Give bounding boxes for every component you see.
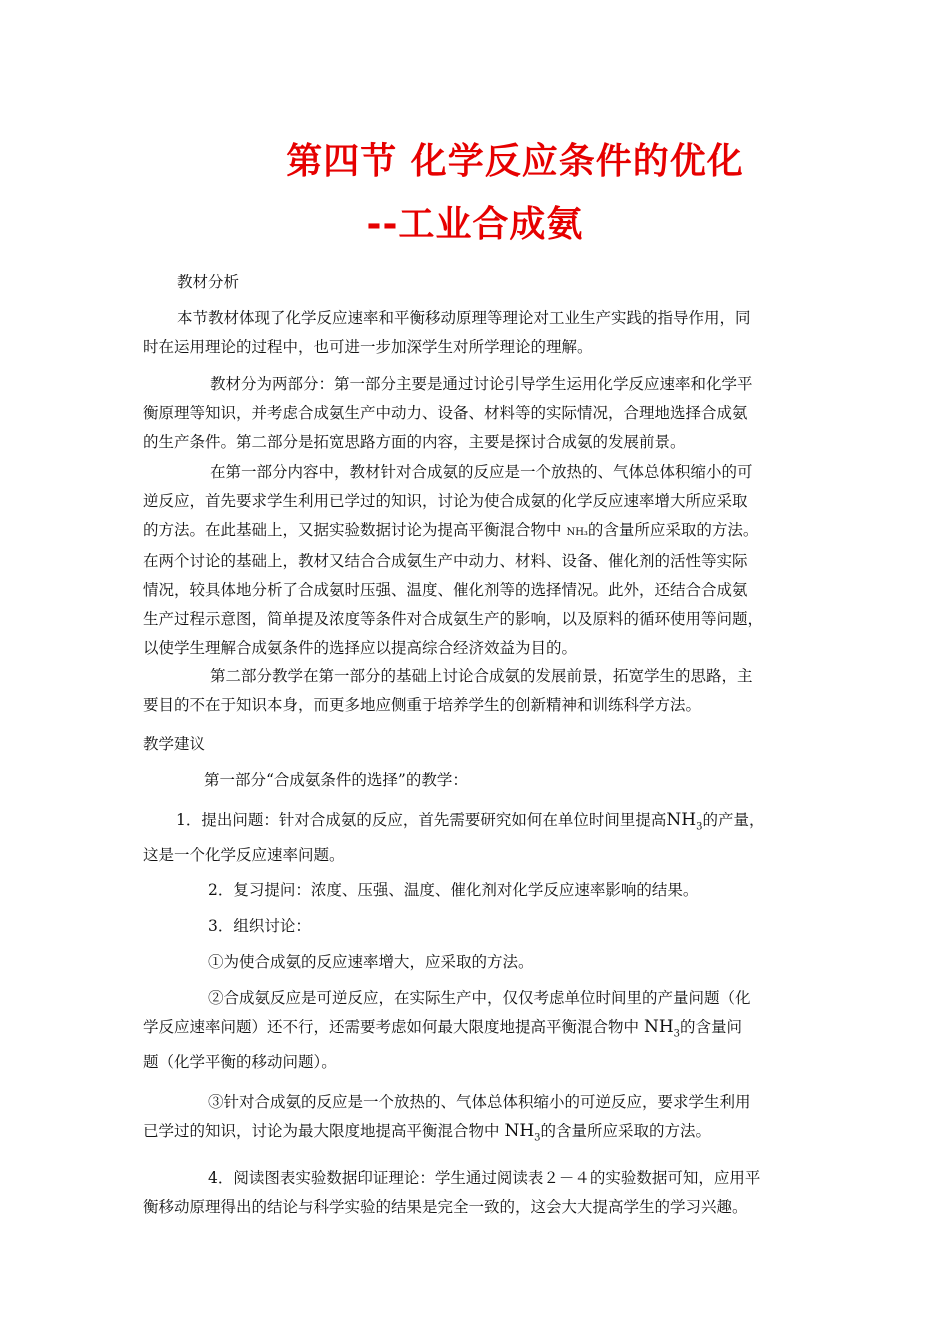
page-title: 第四节 化学反应条件的优化 xyxy=(286,141,744,182)
text-segment: 已学过的知识，讨论为最大限度地提高平衡混合物中 xyxy=(143,1122,505,1140)
chemical-formula-nh3 xyxy=(643,1017,681,1040)
text-line: 在第一部分内容中，教材针对合成氨的反应是一个放热的、气体总体积缩小的可 xyxy=(210,463,753,481)
item-4 xyxy=(143,1164,803,1222)
text-line: 第二部分教学在第一部分的基础上讨论合成氨的发展前景，拓宽学生的思路，主 xyxy=(210,667,753,685)
text-line: ③针对合成氨的反应是一个放热的、气体总体积缩小的可逆反应，要求学生利用 xyxy=(208,1093,751,1111)
text-line: 逆反应，首先要求学生利用已学过的知识，讨论为使合成氨的化学反应速率增大所应采取 xyxy=(143,492,748,510)
formula-text: NH xyxy=(643,1017,674,1037)
formula-subscript: 3 xyxy=(534,1132,541,1144)
text-line: 的生产条件。第二部分是拓宽思路方面的内容，主要是探讨合成氨的发展前景。 xyxy=(143,433,686,451)
section-heading-analysis: 教材分析 xyxy=(177,273,240,291)
discussion-point-1: ①为使合成氨的反应速率增大，应采取的方法。 xyxy=(208,953,534,971)
item-3: 3．组织讨论： xyxy=(208,917,311,935)
chemical-formula-nh3: NH₃ xyxy=(566,527,588,538)
text-line xyxy=(143,1117,803,1152)
text-line xyxy=(143,516,803,547)
text-line: ②合成氨反应是可逆反应，在实际生产中，仅仅考虑单位时间里的产量问题（化 xyxy=(208,989,751,1007)
formula-text: NH xyxy=(666,810,697,830)
formula-subscript: 3 xyxy=(696,821,703,833)
text-line: 以使学生理解合成氨条件的选择应以提高综合经济效益为目的。 xyxy=(143,639,578,657)
item-1 xyxy=(143,806,803,870)
page-subtitle: --工业合成氨 xyxy=(366,204,584,245)
text-segment: 的产量， xyxy=(702,811,765,829)
text-segment: 1．提出问题：针对合成氨的反应，首先需要研究如何在单位时间里提高 xyxy=(176,811,667,829)
paragraph-4 xyxy=(143,662,803,720)
text-line: 4．阅读图表实验数据印证理论：学生通过阅读表２－４的实验数据可知，应用平 xyxy=(208,1169,761,1187)
text-line: 要目的不在于知识本身，而更多地应侧重于培养学生的创新精神和训练科学方法。 xyxy=(143,696,702,714)
section-heading-suggestions: 教学建议 xyxy=(143,735,206,753)
section-intro: 第一部分“合成氨条件的选择”的教学： xyxy=(204,771,468,789)
text-line: 生产过程示意图，简单提及浓度等条件对合成氨生产的影响，以及原料的循环使用等问题， xyxy=(143,610,764,628)
text-line: 题（化学平衡的移动问题）。 xyxy=(143,1053,337,1072)
chemical-formula-nh3 xyxy=(504,1121,541,1144)
text-segment: 的方法。在此基础上，又据实验数据讨论为提高平衡混合物中 xyxy=(143,521,567,539)
text-line: 衡原理等知识，并考虑合成氨生产中动力、设备、材料等的实际情况，合理地选择合成氨 xyxy=(143,404,748,422)
text-segment: 的含量问 xyxy=(680,1018,743,1036)
text-line: 教材分为两部分：第一部分主要是通过讨论引导学生运用化学反应速率和化学平 xyxy=(210,375,753,393)
text-segment: 学反应速率问题）还不行，还需要考虑如何最大限度地提高平衡混合物中 xyxy=(143,1018,644,1036)
discussion-point-2 xyxy=(143,984,803,1077)
paragraph-1 xyxy=(143,304,803,362)
discussion-point-3 xyxy=(143,1088,803,1152)
text-line xyxy=(143,806,803,841)
text-segment: 的含量所应采取的方法。 xyxy=(587,521,759,539)
paragraph-3 xyxy=(143,458,803,663)
item-2: 2．复习提问：浓度、压强、温度、催化剂对化学反应速率影响的结果。 xyxy=(208,881,699,899)
paragraph-2 xyxy=(143,370,803,457)
text-line: 衡移动原理得出的结论与科学实验的结果是完全一致的，这会大大提高学生的学习兴趣。 xyxy=(143,1198,748,1216)
text-line: 本节教材体现了化学反应速率和平衡移动原理等理论对工业生产实践的指导作用，同 xyxy=(177,309,751,327)
formula-subscript: 3 xyxy=(673,1028,681,1040)
text-segment: 的含量所应采取的方法。 xyxy=(540,1122,712,1140)
text-line xyxy=(143,1013,803,1048)
text-line: 在两个讨论的基础上，教材又结合合成氨生产中动力、材料、设备、催化剂的活性等实际 xyxy=(143,552,748,570)
chemical-formula-nh3 xyxy=(666,810,703,833)
formula-text: NH xyxy=(504,1121,535,1141)
text-line: 情况，较具体地分析了合成氨时压强、温度、催化剂等的选择情况。此外，还结合合成氨 xyxy=(143,581,748,599)
text-line: 时在运用理论的过程中，也可进一步加深学生对所学理论的理解。 xyxy=(143,338,593,356)
text-line: 这是一个化学反应速率问题。 xyxy=(143,846,345,865)
